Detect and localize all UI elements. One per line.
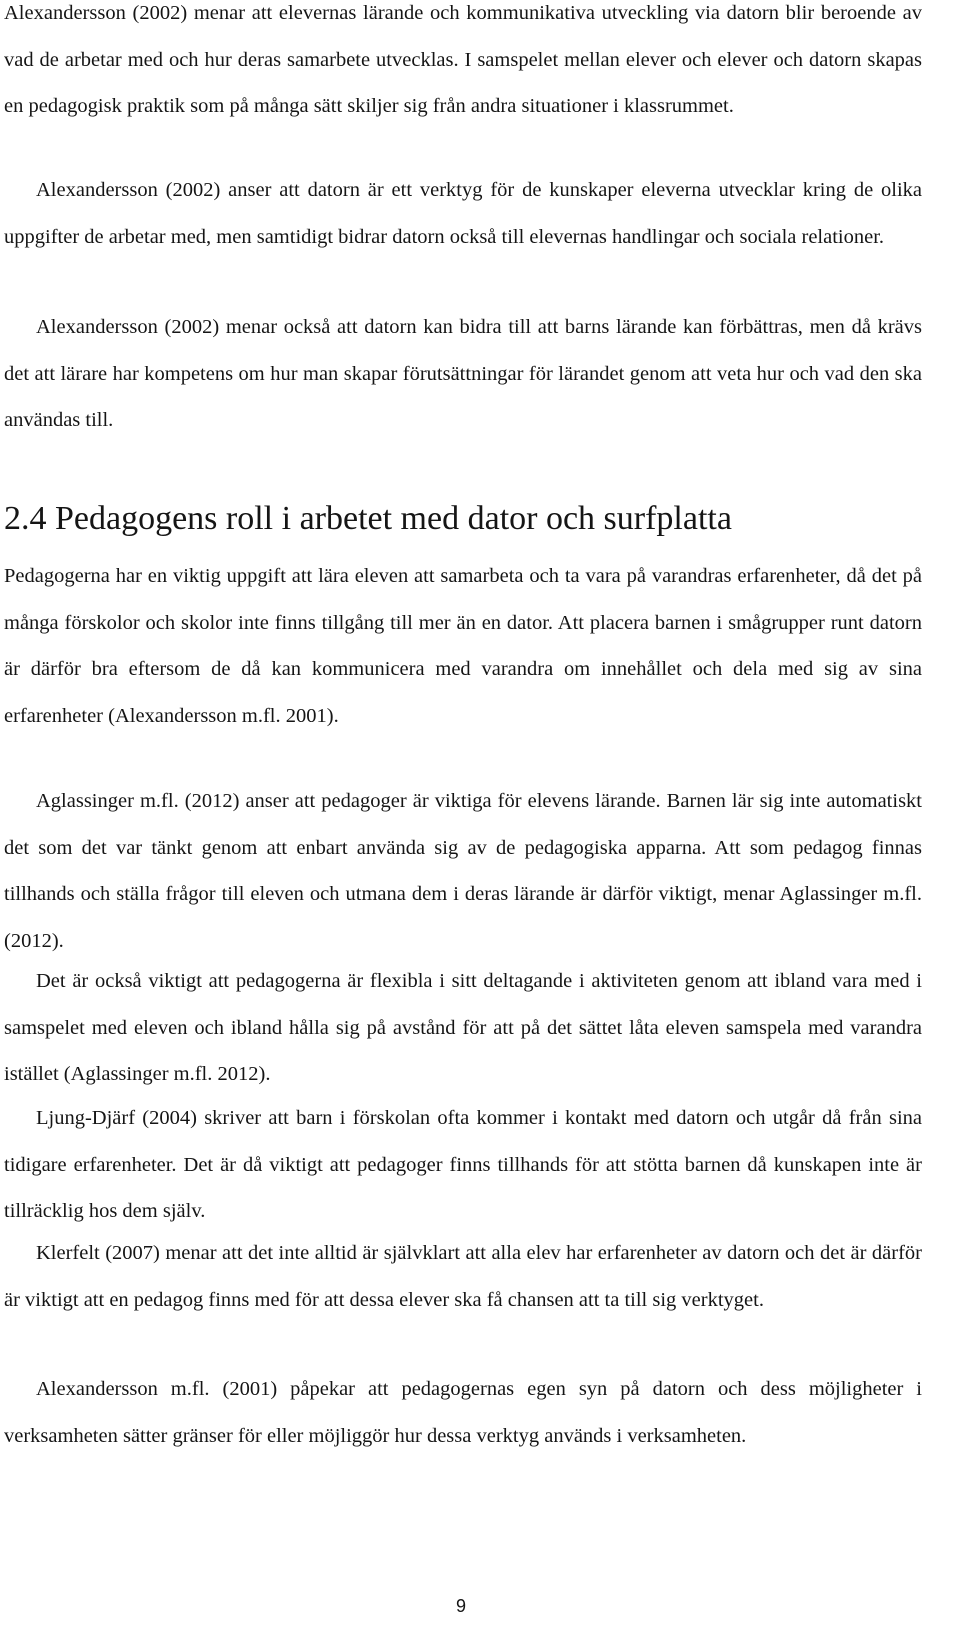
paragraph: Alexandersson (2002) menar också att datorn kan bidra till att barns lärande kan förbättras, men då krävs det att lärare har kompetens om hur man skapar förutsättningar för lärandet genom att veta hur och vad den ska användas till.	[4, 316, 922, 431]
paragraph: Alexandersson (2002) anser att datorn är ett verktyg för de kunskaper eleverna utvecklar kring de olika uppgifter de arbetar med, men samtidigt bidrar datorn också till elevernas handlingar och sociala relationer.	[4, 179, 922, 248]
section-heading: 2.4 Pedagogens roll i arbetet med dator och surfplatta	[4, 500, 732, 537]
paragraph: Alexandersson m.fl. (2001) påpekar att pedagogernas egen syn på datorn och dess möjligheter i verksamheten sätter gränser för eller möjliggör hur dessa verktyg används i verksamheten.	[4, 1378, 922, 1447]
paragraph: Det är också viktigt att pedagogerna är flexibla i sitt deltagande i aktiviteten genom att ibland vara med i samspelet med eleven och ibland hålla sig på avstånd för att på det sättet låta eleven samspela med varandra istället (Aglassinger m.fl. 2012).	[4, 970, 922, 1085]
paragraph: Ljung-Djärf (2004) skriver att barn i förskolan ofta kommer i kontakt med datorn och utgår då från sina tidigare erfarenheter. Det är då viktigt att pedagoger finns tillhands för att stötta barnen då kunskapen inte är tillräcklig hos dem själv.	[4, 1107, 922, 1222]
paragraph: Pedagogerna har en viktig uppgift att lära eleven att samarbeta och ta vara på varandras erfarenheter, då det på många förskolor och skolor inte finns tillgång till mer än en dator. Att placera barnen i smågrupper runt datorn är därför bra eftersom de då kan kommunicera med varandra om innehållet och dela med sig av sina erfarenheter (Alexandersson m.fl. 2001).	[4, 565, 922, 727]
paragraph: Aglassinger m.fl. (2012) anser att pedagoger är viktiga för elevens lärande. Barnen lär sig inte automatiskt det som det var tänkt genom att enbart använda sig av de pedagogiska apparna. Att som pedagog finnas tillhands och ställa frågor till eleven och utmana dem i deras lärande är därför viktigt, menar Aglassinger m.fl. (2012).	[4, 790, 922, 952]
paragraph: Klerfelt (2007) menar att det inte alltid är självklart att alla elev har erfarenheter av datorn och det är därför är viktigt att en pedagog finns med för att dessa elever ska få chansen att ta till sig verktyget.	[4, 1242, 922, 1311]
page-number: 9	[455, 1596, 466, 1616]
paragraph: Alexandersson (2002) menar att elevernas lärande och kommunikativa utveckling via datorn blir beroende av vad de arbetar med och hur deras samarbete utvecklas. I samspelet mellan elever och elever och datorn skapas en pedagogisk praktik som på många sätt skiljer sig från andra situationer i klassrummet.	[4, 2, 922, 117]
